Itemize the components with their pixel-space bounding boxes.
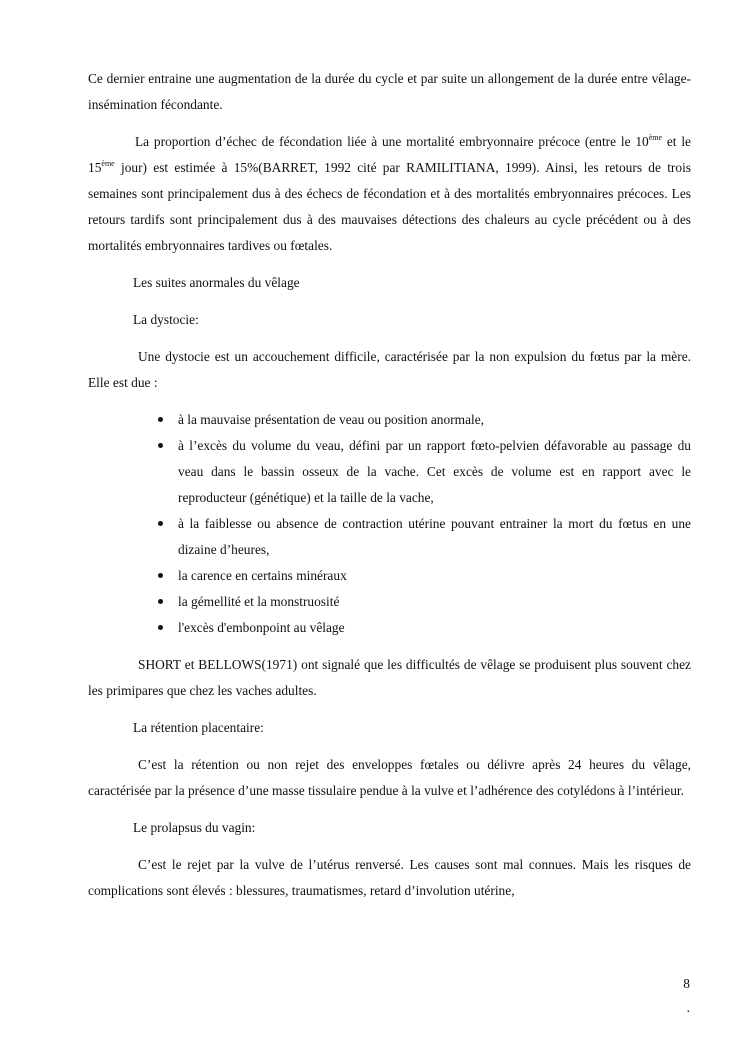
paragraph-prolapsus-definition: C’est le rejet par la vulve de l’utérus renversé. Les causes sont mal connues. Mais les risques de complications sont élevés : blessures, traumatismes, retard d’involution utérine, xyxy=(88,857,691,898)
list-item: la carence en certains minéraux xyxy=(178,563,691,589)
paragraph-short-bellows: SHORT et BELLOWS(1971) ont signalé que les difficultés de vêlage se produisent plus souvent chez les primipares que chez les vaches adultes. xyxy=(88,657,691,698)
paragraph-dystocie-definition: Une dystocie est un accouchement difficile, caractérisée par la non expulsion du fœtus par la mère. Elle est due : xyxy=(88,349,691,390)
document-page xyxy=(88,66,691,904)
paragraph-embryonic-mortality xyxy=(88,129,691,259)
list-item: à l’excès du volume du veau, défini par un rapport fœto-pelvien défavorable au passage du veau dans le bassin osseux de la vache. Cet excès de volume est en rapport avec le reproducteur (génétique) et la taille de la vache, xyxy=(178,433,691,511)
heading-suites-anormales: Les suites anormales du vêlage xyxy=(133,275,300,290)
heading-dystocie: La dystocie: xyxy=(133,312,199,327)
paragraph-cycle-duration: Ce dernier entraine une augmentation de la durée du cycle et par suite un allongement de la durée entre vêlage-insémination fécondante. xyxy=(88,71,691,112)
paragraph-text: jour) est estimée à 15%(BARRET, 1992 cité par RAMILITIANA, 1999). Ainsi, les retours de trois semaines sont principalement dus à des échecs de fécondation et à des mortalités embryonnaires précoces. Les retours tardifs sont principalement dus à des mauvaises détections des chaleurs au cycle précédent ou à des mortalités embryonnaires tardives ou fœtales. xyxy=(88,160,691,253)
dystocie-causes-list xyxy=(88,407,691,641)
footer-dot: . xyxy=(686,1000,690,1015)
list-item: l'excès d'embonpoint au vêlage xyxy=(178,615,691,641)
heading-retention-placentaire: La rétention placentaire: xyxy=(133,720,264,735)
page-footer xyxy=(683,972,690,1020)
paragraph-retention-definition: C’est la rétention ou non rejet des enveloppes fœtales ou délivre après 24 heures du vêlage, caractérisée par la présence d’une masse tissulaire pendue à la vulve et l’adhérence des cotylédons à l’intérieur. xyxy=(88,757,691,798)
list-item: à la faiblesse ou absence de contraction utérine pouvant entrainer la mort du fœtus en une dizaine d’heures, xyxy=(178,511,691,563)
paragraph-text: La proportion d’échec de fécondation liée à une mortalité embryonnaire précoce (entre le 10 xyxy=(135,134,649,149)
page-number: 8 xyxy=(683,976,690,991)
list-item: à la mauvaise présentation de veau ou position anormale, xyxy=(178,407,691,433)
list-item: la gémellité et la monstruosité xyxy=(178,589,691,615)
paragraph-text: et le 15 xyxy=(88,134,691,175)
superscript: ème xyxy=(648,133,663,142)
superscript: ème xyxy=(101,159,115,168)
heading-prolapsus: Le prolapsus du vagin: xyxy=(133,820,256,835)
